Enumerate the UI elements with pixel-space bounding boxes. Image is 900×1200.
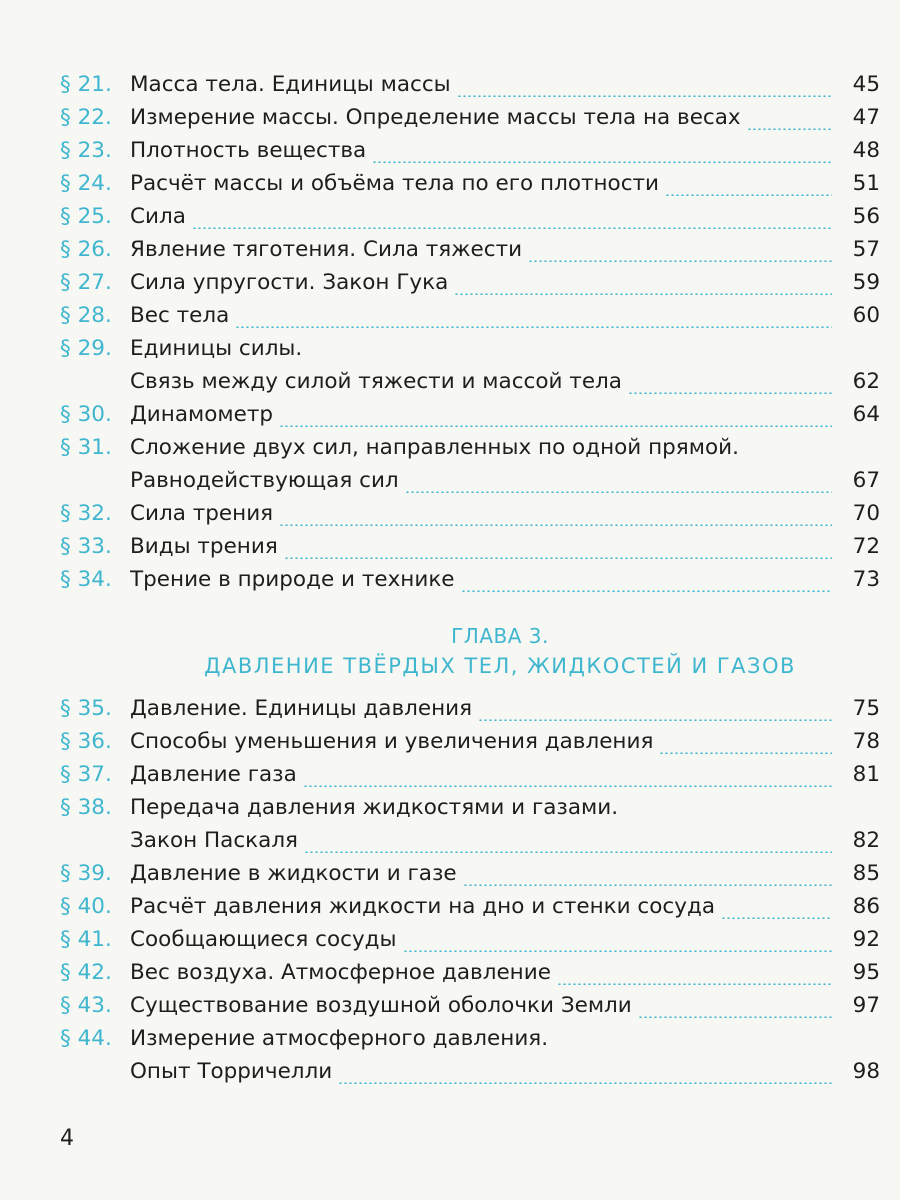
dot-leader [478,719,832,721]
toc-entry-line [60,927,880,960]
section-title: Измерение атмосферного давления. [130,1026,549,1051]
dot-leader [372,161,832,163]
dot-leader [628,392,832,394]
toc-entry[interactable] [60,72,880,105]
dot-leader [461,590,832,592]
section-title: Масса тела. Единицы массы [130,72,451,97]
dot-leader [235,326,832,328]
dot-leader [192,227,832,229]
toc-entry-line [60,993,880,1026]
section-number: § 40. [60,894,112,919]
toc-entry-line [60,696,880,729]
dot-leader [659,752,832,754]
dot-leader [528,260,832,262]
section-title: Трение в природе и технике [130,567,455,592]
page-reference: 86 [852,894,880,919]
dot-leader [463,884,832,886]
chapter-label: ГЛАВА 3. [451,624,549,648]
section-number: § 22. [60,105,112,130]
dot-leader [338,1082,832,1084]
section-number: § 33. [60,534,112,559]
page-reference: 75 [852,696,880,721]
dot-leader [747,128,832,130]
toc-entry[interactable] [60,729,880,762]
dot-leader [665,194,832,196]
page-reference: 45 [852,72,880,97]
page-reference: 67 [852,468,880,493]
toc-entry-line [60,534,880,567]
page-reference: 48 [852,138,880,163]
section-number: § 27. [60,270,112,295]
chapter-title: ДАВЛЕНИЕ ТВЁРДЫХ ТЕЛ, ЖИДКОСТЕЙ И ГАЗОВ [204,654,796,678]
page-reference: 60 [852,303,880,328]
toc-list-part-2 [60,696,880,1092]
toc-entry[interactable] [60,270,880,303]
toc-entry-line [60,72,880,105]
toc-entry-line [60,204,880,237]
toc-entry-line [60,369,880,402]
dot-leader [303,785,832,787]
section-title: Вес тела [130,303,230,328]
section-number: § 36. [60,729,112,754]
toc-entry[interactable] [60,795,880,861]
dot-leader [304,851,832,853]
section-title: Существование воздушной оболочки Земли [130,993,632,1018]
toc-entry-line [60,567,880,600]
section-number: § 23. [60,138,112,163]
section-title: Передача давления жидкостями и газами. [130,795,619,820]
section-title: Расчёт массы и объёма тела по его плотности [130,171,660,196]
section-title: Давление в жидкости и газе [130,861,457,886]
section-title: Сила упругости. Закон Гука [130,270,449,295]
toc-entry[interactable] [60,336,880,402]
dot-leader [457,95,832,97]
toc-entry[interactable] [60,138,880,171]
section-number: § 32. [60,501,112,526]
section-title: Виды трения [130,534,278,559]
toc-entry[interactable] [60,927,880,960]
page-reference: 59 [852,270,880,295]
page-reference: 81 [852,762,880,787]
page-reference: 95 [852,960,880,985]
section-number: § 37. [60,762,112,787]
section-title: Сложение двух сил, направленных по одной прямой. [130,435,739,460]
section-number: § 21. [60,72,112,97]
chapter-heading [120,624,880,686]
toc-entry[interactable] [60,402,880,435]
toc-entry-line [60,402,880,435]
section-number: § 35. [60,696,112,721]
dot-leader [284,557,832,559]
toc-entry[interactable] [60,435,880,501]
page-reference: 64 [852,402,880,427]
page-reference: 97 [852,993,880,1018]
section-title: Динамометр [130,402,273,427]
toc-entry-line [60,237,880,270]
toc-entry[interactable] [60,237,880,270]
dot-leader [405,491,832,493]
dot-leader [638,1016,832,1018]
toc-entry[interactable] [60,762,880,795]
page-reference: 47 [852,105,880,130]
dot-leader [454,293,832,295]
section-number: § 44. [60,1026,112,1051]
toc-entry-line [60,336,880,369]
toc-entry-line [60,828,880,861]
section-title: Сила трения [130,501,274,526]
toc-entry-line [60,270,880,303]
toc-entry-line [60,501,880,534]
toc-entry-line [60,1026,880,1059]
page-reference: 62 [852,369,880,394]
toc-entry-line [60,762,880,795]
section-title: Опыт Торричелли [130,1059,333,1084]
section-number: § 31. [60,435,112,460]
toc-list-part-1 [60,72,880,600]
toc-entry[interactable] [60,993,880,1026]
toc-entry-line [60,795,880,828]
dot-leader [279,425,832,427]
section-title: Измерение массы. Определение массы тела на весах [130,105,741,130]
toc-entry-line [60,171,880,204]
section-number: § 28. [60,303,112,328]
section-title: Явление тяготения. Сила тяжести [130,237,523,262]
toc-entry[interactable] [60,567,880,600]
section-title: Плотность вещества [130,138,367,163]
section-number: § 24. [60,171,112,196]
page-reference: 57 [852,237,880,262]
section-number: § 41. [60,927,112,952]
toc-entry-line [60,729,880,762]
section-number: § 43. [60,993,112,1018]
section-number: § 25. [60,204,112,229]
toc-entry-line [60,105,880,138]
dot-leader [279,524,832,526]
section-title: Вес воздуха. Атмосферное давление [130,960,551,985]
section-number: § 42. [60,960,112,985]
toc-entry-line [60,303,880,336]
toc-entry[interactable] [60,861,880,894]
dot-leader [403,950,832,952]
toc-entry-line [60,138,880,171]
toc-entry[interactable] [60,960,880,993]
toc-entry[interactable] [60,534,880,567]
section-title: Расчёт давления жидкости на дно и стенки сосуда [130,894,715,919]
toc-entry-line [60,468,880,501]
page-reference: 56 [852,204,880,229]
toc-entry[interactable] [60,204,880,237]
page-number: 4 [60,1126,74,1151]
toc-entry[interactable] [60,696,880,729]
dot-leader [721,917,832,919]
section-title: Равнодействующая сил [130,468,399,493]
section-title: Сила [130,204,186,229]
page-reference: 78 [852,729,880,754]
section-number: § 38. [60,795,112,820]
page-reference: 92 [852,927,880,952]
toc-entry-line [60,861,880,894]
toc-entry-line [60,1059,880,1092]
toc-entry[interactable] [60,303,880,336]
section-title: Закон Паскаля [130,828,298,853]
section-title: Способы уменьшения и увеличения давления [130,729,654,754]
page-reference: 72 [852,534,880,559]
toc-entry[interactable] [60,894,880,927]
toc-entry-line [60,435,880,468]
page-reference: 70 [852,501,880,526]
section-number: § 39. [60,861,112,886]
table-of-contents [60,72,880,1092]
page-reference: 82 [852,828,880,853]
section-title: Давление газа [130,762,297,787]
toc-entry-line [60,960,880,993]
page-reference: 85 [852,861,880,886]
page-reference: 51 [852,171,880,196]
section-title: Сообщающиеся сосуды [130,927,397,952]
toc-entry[interactable] [60,105,880,138]
section-number: § 29. [60,336,112,361]
section-title: Связь между силой тяжести и массой тела [130,369,622,394]
toc-entry[interactable] [60,501,880,534]
section-number: § 26. [60,237,112,262]
dot-leader [557,983,832,985]
toc-entry[interactable] [60,1026,880,1092]
page-reference: 98 [852,1059,880,1084]
toc-entry-line [60,894,880,927]
page-reference: 73 [852,567,880,592]
section-number: § 30. [60,402,112,427]
toc-entry[interactable] [60,171,880,204]
section-title: Давление. Единицы давления [130,696,473,721]
section-number: § 34. [60,567,112,592]
section-title: Единицы силы. [130,336,303,361]
